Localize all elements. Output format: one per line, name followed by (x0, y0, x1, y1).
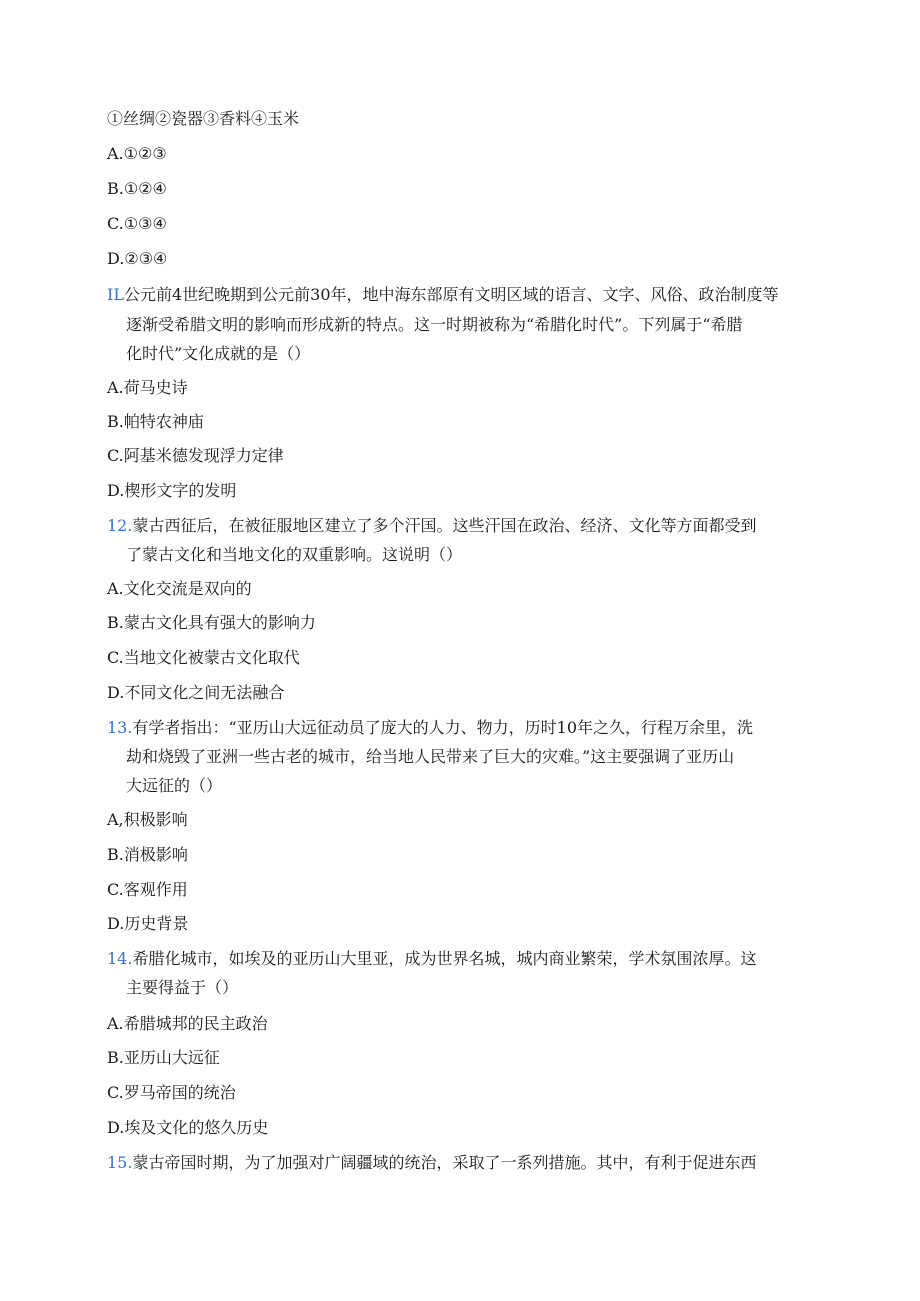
option-a: A.希腊城邦的民主政治 (107, 1014, 268, 1033)
question-11-line-2: 逐渐受希腊文明的影响而形成新的特点。这一时期被称为“希腊化时代”。下列属于“希腊 (126, 315, 743, 334)
option-a: A.荷马史诗 (107, 378, 188, 397)
question-number: 13. (107, 718, 133, 737)
option-d: D.②③④ (107, 249, 168, 268)
question-text: 蒙古帝国时期，为了加强对广阔疆域的统治，采取了一系列措施。其中，有利于促进东西 (132, 1153, 757, 1172)
option-b: B.消极影响 (107, 845, 188, 864)
question-13-line-1 (107, 717, 753, 739)
question-number: 15. (107, 1153, 133, 1172)
option-d: D.埃及文化的悠久历史 (107, 1118, 269, 1137)
question-text: 蒙古西征后，在被征服地区建立了多个汗国。这些汗国在政治、经济、文化等方面都受到 (132, 516, 757, 535)
question-14-line-2: 主要得益于（） (126, 978, 239, 997)
option-a: A.①②③ (107, 144, 167, 163)
option-b: B.帕特农神庙 (107, 412, 204, 431)
option-b: B.①②④ (107, 179, 167, 198)
option-a: A,积极影响 (107, 810, 188, 829)
option-b: B.蒙古文化具有强大的影响力 (107, 613, 316, 632)
option-d: D.楔形文字的发明 (107, 481, 237, 500)
question-13-line-2: 劫和烧毁了亚洲一些古老的城市，给当地人民带来了巨大的灾难。”这主要强调了亚历山 (126, 747, 735, 766)
option-d: D.不同文化之间无法融合 (107, 683, 285, 702)
options-list-line: ①丝绸②瓷器③香料④玉米 (107, 109, 300, 128)
option-c: C.阿基米德发现浮力定律 (107, 446, 284, 465)
question-12-line-2: 了蒙古文化和当地文化的双重影响。这说明（） (126, 545, 463, 564)
question-14-line-1 (107, 948, 756, 970)
question-11-line-1 (107, 284, 779, 306)
option-c: C.①③④ (107, 214, 167, 233)
question-15-line-1 (107, 1152, 756, 1174)
option-c: C.当地文化被蒙古文化取代 (107, 648, 300, 667)
option-b: B.亚历山大远征 (107, 1048, 220, 1067)
question-text: 公元前4世纪晚期到公元前30年，地中海东部原有文明区域的语言、文字、风俗、政治制度等 (123, 285, 779, 304)
question-text: 希腊化城市，如埃及的亚历山大里亚，成为世界名城，城内商业繁荣，学术氛围浓厚。这 (132, 949, 757, 968)
question-13-line-3: 大远征的（） (126, 776, 223, 795)
question-number: IL (107, 285, 124, 304)
question-12-line-1 (107, 515, 756, 537)
question-text: 有学者指出：“亚历山大远征动员了庞大的人力、物力，历时10年之久，行程万余里，洗 (132, 718, 753, 737)
question-number: 14. (107, 949, 133, 968)
question-11-line-3: 化时代”文化成就的是（） (126, 344, 311, 363)
option-a: A.文化交流是双向的 (107, 579, 252, 598)
question-number: 12. (107, 516, 133, 535)
option-c: C.客观作用 (107, 880, 188, 899)
option-d: D.历史背景 (107, 914, 189, 933)
option-c: C.罗马帝国的统治 (107, 1083, 236, 1102)
